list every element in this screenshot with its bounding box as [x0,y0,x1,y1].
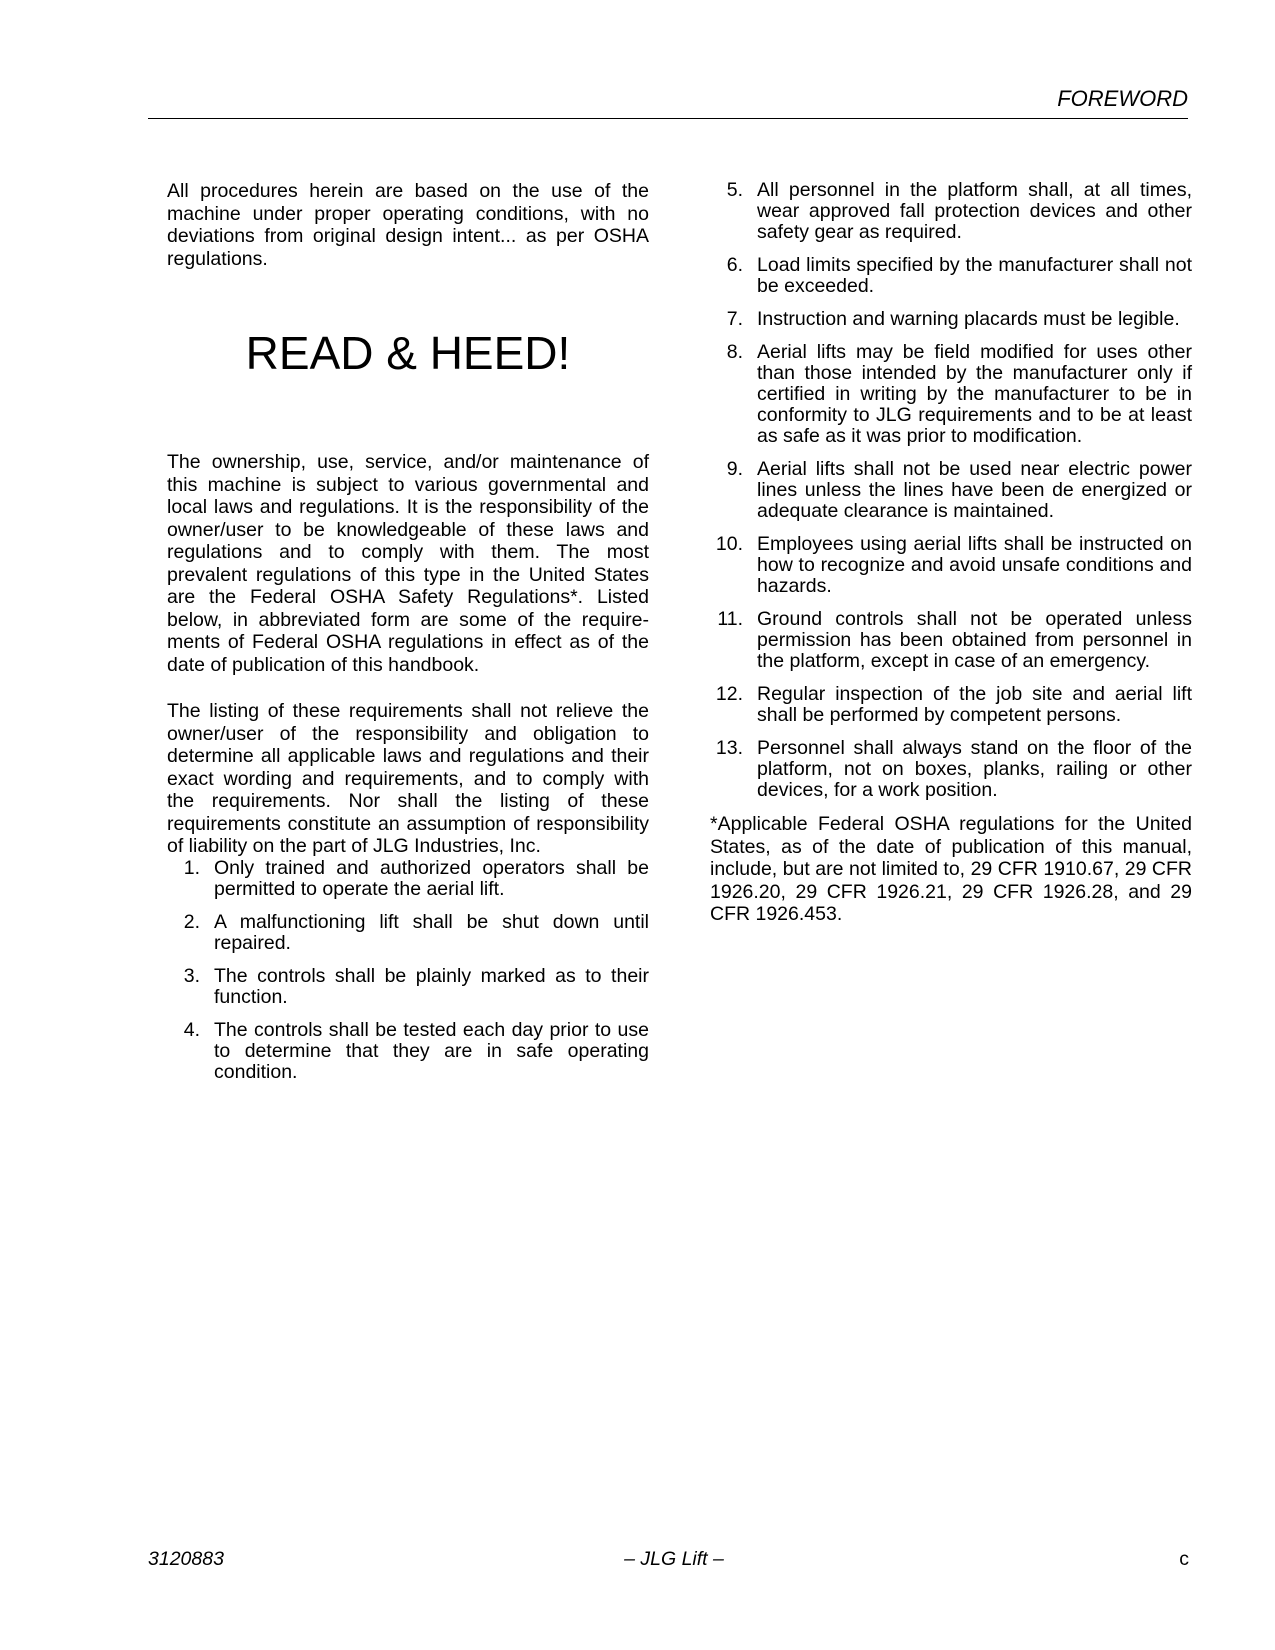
list-item-text: All personnel in the platform shall, at all times, wear approved fall protection devices and other safety gear as required. [757,179,1192,243]
list-item-text: Ground controls shall not be operated unless permission has been obtained from personnel in the platform, except in case of an emergency. [757,608,1192,672]
list-item-number: 8. [726,341,743,363]
list-item [710,255,1192,297]
list-item [710,459,1192,522]
listing-paragraph: The listing of these requirements shall not relieve the owner/user of the responsibility and obligation to determine all applicable laws and regulations and their exact wording and requirements, and to comply with the requirements. Nor shall the listing of these requirements constitute an assumption of responsibility of liability on the part of JLG Industries, Inc. [167,700,649,857]
ownership-paragraph: The ownership, use, service, and/or maintenance of this machine is subject to various governmental and local laws and regulations. It is the responsibility of the owner/user to be knowledgeable of these laws and regulations and to comply with them. The most prevalent regulations of this type in the United States are the Federal OSHA Safety Regulations*. Listed below, in abbreviated form are some of the requirements of Federal OSHA regulations in effect as of the date of publication of this handbook. [167,451,649,676]
list-item [710,534,1192,597]
list-item-number: 1. [183,856,200,879]
list-item [710,609,1192,672]
list-item-number: 9. [726,458,743,480]
list-item-number: 10. [715,533,743,555]
list-item-text: The controls shall be tested each day prior to use to determine that they are in safe operating condition. [214,1018,649,1083]
list-item-text: Employees using aerial lifts shall be instructed on how to recognize and avoid unsafe conditions and hazards. [757,533,1192,597]
list-item [710,684,1192,726]
page-section-title: FOREWORD [1057,86,1188,111]
left-column [167,180,649,1095]
list-item [167,858,649,900]
document-number: 3120883 [148,1548,224,1570]
read-heed-heading: READ & HEED! [245,327,571,379]
list-item [167,1020,649,1083]
list-item [710,180,1192,243]
requirements-list-right [710,180,1192,801]
list-item-number: 11. [717,608,743,630]
list-item-number: 6. [726,254,743,276]
list-item [167,912,649,954]
list-item-text: Personnel shall always stand on the floor of the platform, not on boxes, planks, railing or other devices, for a work position. [757,737,1192,801]
list-item-text: Regular inspection of the job site and aerial lift shall be performed by competent persons. [757,683,1192,726]
header-divider [148,118,1188,119]
list-item-number: 4. [183,1018,200,1041]
intro-paragraph: All procedures herein are based on the use of the machine under proper operating conditions, with no deviations from original design intent... as per OSHA regulations. [167,180,649,270]
list-item-text: The controls shall be plainly marked as to their function. [214,964,649,1008]
page-number: c [1179,1548,1189,1570]
list-item [710,738,1192,801]
list-item-number: 7. [726,308,743,330]
list-item-number: 5. [726,179,743,201]
list-item [710,309,1192,330]
list-item-number: 12. [715,683,743,705]
list-item-text: A malfunctioning lift shall be shut down until repaired. [214,910,649,954]
list-item-number: 3. [183,964,200,987]
right-column [710,180,1192,950]
list-item-text: Aerial lifts may be field modified for uses other than those intended by the manufacturer only if certified in writing by the manufacturer to be in conformity to JLG requirements and to be at least as safe as it was prior to modification. [757,341,1192,447]
list-item-number: 13. [715,737,743,759]
list-item-number: 2. [183,910,200,933]
osha-footnote: *Applicable Federal OSHA regulations for the United States, as of the date of publication of this manual, include, but are not limited to, 29 CFR 1910.67, 29 CFR 1926.20, 29 CFR 1926.21, 29 CFR 1926.28, and 29 CFR 1926.453. [710,813,1192,925]
list-item [710,342,1192,447]
list-item-text: Only trained and authorized operators shall be permitted to operate the aerial lift. [214,856,649,900]
footer-publication: – JLG Lift – [624,1548,724,1570]
requirements-list-left [167,858,649,1083]
list-item-text: Aerial lifts shall not be used near electric power lines unless the lines have been de energized or adequate clearance is maintained. [757,458,1192,522]
list-item [167,966,649,1008]
list-item-text: Load limits specified by the manufacturer shall not be exceeded. [757,254,1192,297]
list-item-text: Instruction and warning placards must be legible. [757,308,1180,330]
